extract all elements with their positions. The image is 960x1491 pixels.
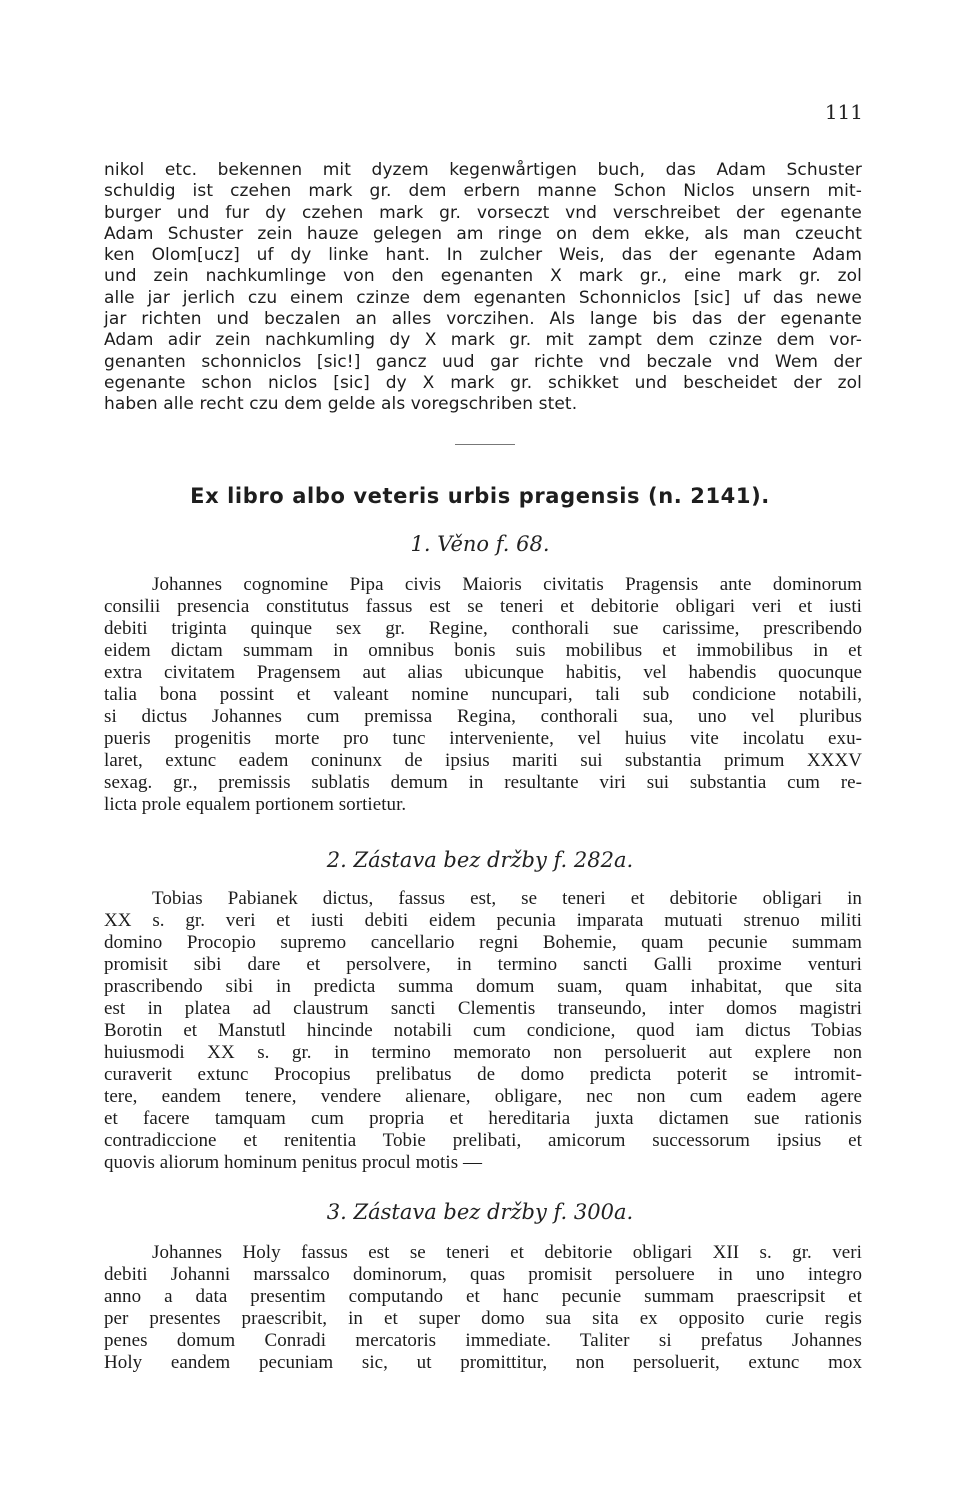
text-line: huiusmodi XX s. gr. in termino memorato non persoluerit aut explere non <box>104 1042 862 1063</box>
text-line: sexag. gr., premissis sublatis demum in resultante viri sui substantia cum re- <box>104 772 862 793</box>
text-line: jar richten und beczalen an alles vorczihen. Als lange bis das der egenante <box>104 309 862 330</box>
entry-body-2 <box>104 888 862 1174</box>
german-passage <box>104 160 862 416</box>
text-line: Borotin et Manstutl hincinde notabili cum condicione, quod iam dictus Tobias <box>104 1020 862 1041</box>
text-line: burger und fur dy czehen mark gr. vorseczt vnd verschreibet der egenante <box>104 202 862 223</box>
text-line: ken Olom[ucz] uf dy linke hant. In zulcher Weis, das der egenante Adam <box>104 245 862 266</box>
text-line: laret, extunc eadem coninunx de ipsius mariti sui substantia primum XXXV <box>104 750 862 771</box>
text-line: alle jar jerlich czu einem czinze dem egenanten Schonniclos [sic] uf das newe <box>104 287 862 308</box>
text-line: egenante schon niclos [sic] dy X mark gr. schikket und bescheidet der zol <box>104 372 862 393</box>
page-number: 111 <box>824 100 863 124</box>
text-line: haben alle recht czu dem gelde als voregschriben stet. <box>104 394 578 415</box>
text-line: pueris progenitis morte pro tunc interveniente, vel huius vite incolatu exu- <box>104 728 862 749</box>
text-line: eidem dictam summam in omnibus bonis suis mobilibus et immobilibus in et <box>104 640 862 661</box>
entry-body-3 <box>104 1242 862 1374</box>
text-line: schuldig ist czehen mark gr. dem erbern manne Schon Niclos unsern mit- <box>104 181 862 202</box>
text-line: Holy eandem pecuniam sic, ut promittitur, non persoluerit, extunc mox <box>104 1352 862 1373</box>
section-divider <box>455 444 515 445</box>
entry-heading-1: 1. Věno f. 68. <box>410 532 550 556</box>
text-line: curaverit extunc Procopius prelibatus de domo predicta poterit se intromit- <box>104 1064 862 1085</box>
text-line: promisit sibi dare et persolvere, in termino sancti Galli proxime venturi <box>104 954 862 975</box>
text-line: consilii presencia constitutus fassus est se teneri et debitorie obligari veri et iusti <box>104 596 862 617</box>
text-line: anno a data presentim computando et hanc pecunie summam praescripsit et <box>104 1286 862 1307</box>
text-line: est in platea ad claustrum sancti Clementis transeundo, inter domos magistri <box>104 998 862 1019</box>
text-line: und zein nachkumlinge von den egenanten X mark gr., eine mark gr. zol <box>104 266 862 287</box>
text-line: quovis aliorum hominum penitus procul motis — <box>104 1152 483 1173</box>
text-line: extra civitatem Pragensem aut alias ubicunque habitis, vel habendis quocunque <box>104 662 862 683</box>
text-line: Adam adir zein nachkumling dy X mark gr. mit zampt dem czinze dem vor- <box>104 330 862 351</box>
text-line: si dictus Johannes cum premissa Regina, conthorali sua, uno vel pluribus <box>104 706 862 727</box>
text-line: Tobias Pabianek dictus, fassus est, se teneri et debitorie obligari in <box>152 888 862 909</box>
text-line: debiti Johanni marssalco dominorum, quas promisit persoluere in uno integro <box>104 1264 862 1285</box>
source-heading: Ex libro albo veteris urbis pragensis (n. 2141). <box>190 484 770 508</box>
text-line: tere, eandem tenere, vendere alienare, obligare, nec non cum eadem agere <box>104 1086 862 1107</box>
entry-heading-3: 3. Zástava bez držby f. 300a. <box>326 1200 634 1224</box>
text-line: licta prole equalem portionem sortietur. <box>104 794 407 815</box>
text-line: penes domum Conradi mercatoris immediate. Taliter si prefatus Johannes <box>104 1330 862 1351</box>
text-line: prascribendo sibi in predicta summa domum suam, quam inhabitat, que sita <box>104 976 862 997</box>
text-line: domino Procopio supremo cancellario regni Bohemie, quam pecunie summam <box>104 932 862 953</box>
text-line: contradiccione et renitentia Tobie prelibati, amicorum successorum ipsius et <box>104 1130 862 1151</box>
entry-body-1 <box>104 574 862 816</box>
text-line: XX s. gr. veri et iusti debiti eidem pecunia imparata mutuati strenuo militi <box>104 910 862 931</box>
text-line: Johannes Holy fassus est se teneri et debitorie obligari XII s. gr. veri <box>152 1242 862 1263</box>
text-line: et facere tamquam cum propria et hereditaria juxta dictamen sue rationis <box>104 1108 862 1129</box>
text-line: Johannes cognomine Pipa civis Maioris civitatis Pragensis ante dominorum <box>152 574 862 595</box>
text-line: genanten schonniclos [sic!] gancz uud gar richte vnd beczale vnd Wem der <box>104 351 862 372</box>
text-line: Adam Schuster zein hauze gelegen am ringe on dem ekke, als man czeucht <box>104 223 862 244</box>
text-line: per presentes praescribit, in et super domo sua sita ex opposito curie regis <box>104 1308 862 1329</box>
text-line: debiti triginta quinque sex gr. Regine, conthorali sue carissime, prescribendo <box>104 618 862 639</box>
text-line: talia bona possint et valeant nomine nuncupari, tali sub condicione notabili, <box>104 684 862 705</box>
entry-heading-2: 2. Zástava bez držby f. 282a. <box>326 848 634 872</box>
text-line: nikol etc. bekennen mit dyzem kegenwårtigen buch, das Adam Schuster <box>104 160 862 180</box>
